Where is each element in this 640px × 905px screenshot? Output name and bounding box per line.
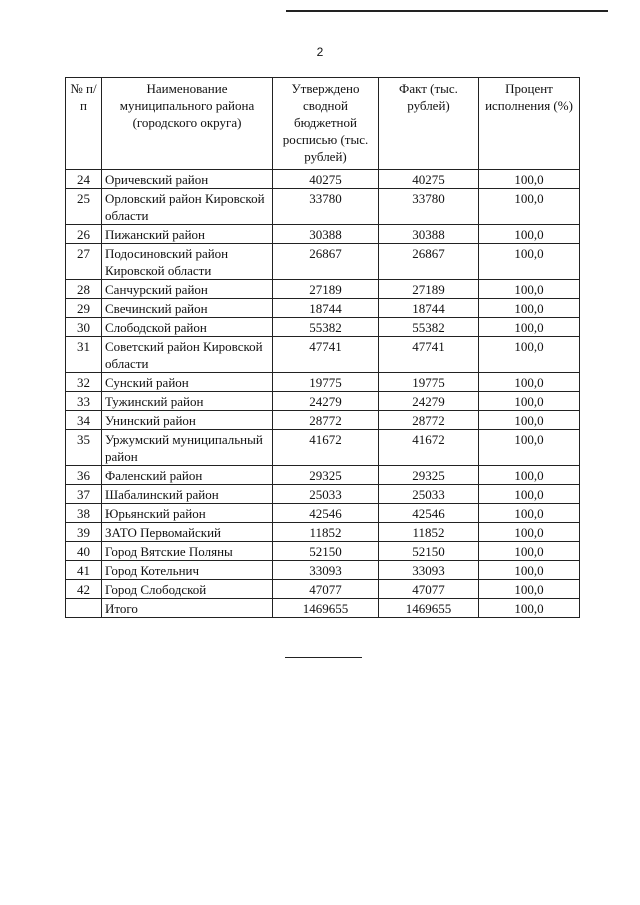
header-plan: Утверждено сводной бюджетной росписью (тыс. рублей) (273, 78, 379, 170)
cell-num: 26 (66, 225, 102, 244)
bottom-rule (285, 657, 362, 658)
cell-name: Оричевский район (102, 170, 273, 189)
cell-name: Сунский район (102, 373, 273, 392)
cell-name: Пижанский район (102, 225, 273, 244)
top-rule (286, 10, 608, 12)
cell-name: Город Котельнич (102, 561, 273, 580)
cell-num: 37 (66, 485, 102, 504)
header-name: Наименование муниципального района (городского округа) (102, 78, 273, 170)
cell-pct: 100,0 (479, 299, 580, 318)
cell-pct: 100,0 (479, 373, 580, 392)
cell-fact: 47741 (379, 337, 479, 373)
cell-name: Тужинский район (102, 392, 273, 411)
cell-plan: 47077 (273, 580, 379, 599)
cell-fact: 52150 (379, 542, 479, 561)
cell-pct: 100,0 (479, 411, 580, 430)
cell-fact: 55382 (379, 318, 479, 337)
header-pct: Процент исполнения (%) (479, 78, 580, 170)
cell-num: 25 (66, 189, 102, 225)
table-row (66, 466, 580, 485)
cell-plan: 28772 (273, 411, 379, 430)
cell-num: 27 (66, 244, 102, 280)
cell-fact: 30388 (379, 225, 479, 244)
cell-plan: 33093 (273, 561, 379, 580)
table-row (66, 561, 580, 580)
table-row (66, 580, 580, 599)
header-fact: Факт (тыс. рублей) (379, 78, 479, 170)
cell-name: Шабалинский район (102, 485, 273, 504)
cell-num: 33 (66, 392, 102, 411)
table-row (66, 318, 580, 337)
cell-pct: 100,0 (479, 318, 580, 337)
cell-name: Уржумский муниципальный район (102, 430, 273, 466)
cell-num: 24 (66, 170, 102, 189)
table-row (66, 411, 580, 430)
cell-pct: 100,0 (479, 561, 580, 580)
cell-num: 42 (66, 580, 102, 599)
cell-fact: 26867 (379, 244, 479, 280)
cell-plan: 1469655 (273, 599, 379, 618)
table-header-row (66, 78, 580, 170)
cell-name: Юрьянский район (102, 504, 273, 523)
table-row (66, 337, 580, 373)
cell-num: 31 (66, 337, 102, 373)
cell-num: 28 (66, 280, 102, 299)
cell-pct: 100,0 (479, 337, 580, 373)
cell-name: Подосиновский район Кировской области (102, 244, 273, 280)
cell-plan: 41672 (273, 430, 379, 466)
cell-plan: 24279 (273, 392, 379, 411)
cell-num: 34 (66, 411, 102, 430)
cell-pct: 100,0 (479, 225, 580, 244)
cell-num: 30 (66, 318, 102, 337)
cell-fact: 40275 (379, 170, 479, 189)
cell-name: Свечинский район (102, 299, 273, 318)
cell-plan: 26867 (273, 244, 379, 280)
cell-num: 36 (66, 466, 102, 485)
table-body (66, 170, 580, 618)
cell-pct: 100,0 (479, 542, 580, 561)
cell-pct: 100,0 (479, 244, 580, 280)
cell-num: 32 (66, 373, 102, 392)
cell-plan: 27189 (273, 280, 379, 299)
cell-fact: 11852 (379, 523, 479, 542)
cell-fact: 42546 (379, 504, 479, 523)
cell-pct: 100,0 (479, 599, 580, 618)
cell-plan: 11852 (273, 523, 379, 542)
cell-num: 38 (66, 504, 102, 523)
cell-plan: 47741 (273, 337, 379, 373)
cell-num: 40 (66, 542, 102, 561)
cell-plan: 25033 (273, 485, 379, 504)
cell-name: Советский район Кировской области (102, 337, 273, 373)
cell-fact: 25033 (379, 485, 479, 504)
cell-pct: 100,0 (479, 580, 580, 599)
cell-plan: 33780 (273, 189, 379, 225)
table-row (66, 225, 580, 244)
cell-fact: 19775 (379, 373, 479, 392)
cell-name: Город Слободской (102, 580, 273, 599)
header-num: № п/п (66, 78, 102, 170)
cell-name: Итого (102, 599, 273, 618)
table-row (66, 542, 580, 561)
cell-plan: 19775 (273, 373, 379, 392)
cell-fact: 47077 (379, 580, 479, 599)
cell-plan: 42546 (273, 504, 379, 523)
cell-pct: 100,0 (479, 280, 580, 299)
cell-plan: 52150 (273, 542, 379, 561)
cell-pct: 100,0 (479, 170, 580, 189)
cell-name: Город Вятские Поляны (102, 542, 273, 561)
cell-fact: 18744 (379, 299, 479, 318)
cell-name: Фаленский район (102, 466, 273, 485)
cell-pct: 100,0 (479, 189, 580, 225)
table-row (66, 189, 580, 225)
cell-name: Слободской район (102, 318, 273, 337)
table-row (66, 373, 580, 392)
budget-table (65, 77, 580, 618)
cell-num: 29 (66, 299, 102, 318)
table-row (66, 485, 580, 504)
cell-plan: 55382 (273, 318, 379, 337)
table-row (66, 504, 580, 523)
table-row (66, 299, 580, 318)
cell-fact: 27189 (379, 280, 479, 299)
cell-plan: 18744 (273, 299, 379, 318)
table-row (66, 392, 580, 411)
cell-name: ЗАТО Первомайский (102, 523, 273, 542)
cell-pct: 100,0 (479, 430, 580, 466)
cell-fact: 29325 (379, 466, 479, 485)
cell-pct: 100,0 (479, 523, 580, 542)
cell-pct: 100,0 (479, 466, 580, 485)
page-number: 2 (316, 45, 324, 59)
table-row (66, 244, 580, 280)
cell-fact: 41672 (379, 430, 479, 466)
cell-plan: 30388 (273, 225, 379, 244)
cell-num (66, 599, 102, 618)
cell-fact: 1469655 (379, 599, 479, 618)
cell-name: Орловский район Кировской области (102, 189, 273, 225)
cell-num: 35 (66, 430, 102, 466)
cell-num: 39 (66, 523, 102, 542)
cell-fact: 33093 (379, 561, 479, 580)
cell-plan: 40275 (273, 170, 379, 189)
cell-plan: 29325 (273, 466, 379, 485)
table-row (66, 280, 580, 299)
cell-pct: 100,0 (479, 485, 580, 504)
table-row (66, 430, 580, 466)
cell-pct: 100,0 (479, 392, 580, 411)
table-total-row (66, 599, 580, 618)
table-row (66, 170, 580, 189)
table-row (66, 523, 580, 542)
cell-name: Санчурский район (102, 280, 273, 299)
cell-name: Унинский район (102, 411, 273, 430)
cell-num: 41 (66, 561, 102, 580)
cell-fact: 33780 (379, 189, 479, 225)
cell-fact: 24279 (379, 392, 479, 411)
cell-pct: 100,0 (479, 504, 580, 523)
cell-fact: 28772 (379, 411, 479, 430)
